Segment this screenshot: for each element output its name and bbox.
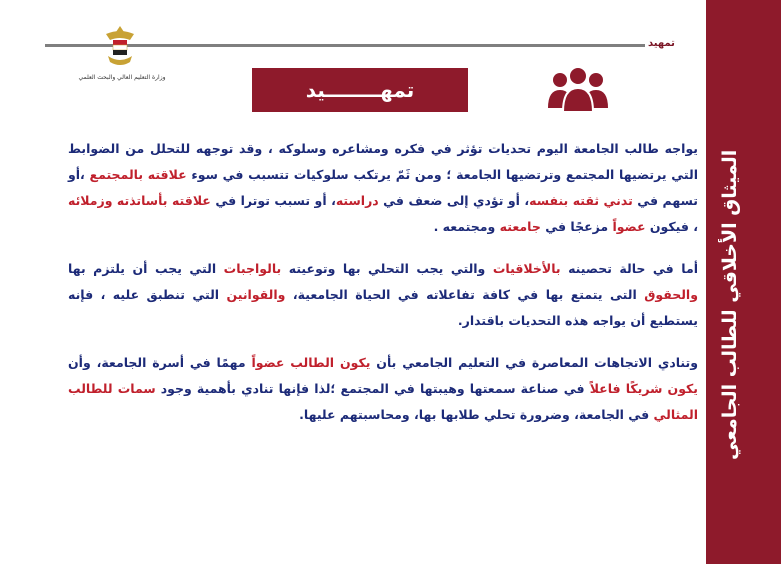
p1-text-5: ، فيكون	[645, 219, 698, 234]
people-group-icon	[546, 62, 610, 114]
p1-text-7: ومجتمعه .	[433, 219, 500, 234]
p2-highlight-4: والقوانين	[226, 287, 286, 302]
p2-text-3: التي يجب أن يلتزم بها	[68, 261, 224, 276]
p1-text-1: يواجه طالب الجامعة اليوم تحديات تؤثر في فكره ومشاعره وسلوكه ، وقد توجهه للتحلل من الضوابط التي يرتضيها المجتمع وترتضيها الجامعة ؛ ومن ثَمّ يرتكب سلوكيات تتسبب في سوء	[68, 141, 698, 182]
p3-text-3: في صناعة سمعتها وهيبتها في المجتمع ؛لذا فإنها تنادي بأهمية وجود	[155, 381, 590, 396]
p1-text-6: مزعجًا في	[540, 219, 613, 234]
p2-highlight-2: بالواجبات	[223, 261, 282, 276]
paragraph-2	[68, 256, 698, 334]
p1-text-3: ، أو تؤدي إلى ضعف في	[378, 193, 530, 208]
p1-highlight-4: علاقته بأساتذته وزملائه	[68, 193, 211, 208]
p3-highlight-3: سمات للطالب المثالي	[68, 381, 698, 422]
p2-text-2: والتي يجب التحلي بها وتوعيته	[281, 261, 493, 276]
sidebar-title-part1: الميثاق الأخلاقي	[719, 150, 741, 304]
sidebar-title	[719, 150, 769, 461]
paragraph-1	[68, 136, 698, 240]
p1-highlight-2: تدني ثقته بنفسه	[529, 193, 633, 208]
sidebar-band	[706, 0, 781, 564]
p2-highlight-3: والحقوق	[644, 287, 698, 302]
page-title: تمهــــــــيد	[252, 68, 468, 112]
p3-text-1: وتنادي الاتجاهات المعاصرة في التعليم الجامعي بأن	[370, 355, 698, 370]
p1-highlight-6: جامعته	[499, 219, 541, 234]
p3-text-4: في الجامعة، وضرورة تحلي طلابها بها، ومحاسبتهم عليها.	[299, 407, 654, 422]
p1-highlight-5: عضواً	[612, 219, 646, 234]
section-label: تمهيد	[648, 38, 675, 49]
p1-text-4: ، أو تسبب توترا في	[210, 193, 336, 208]
p2-text-1: أما في حالة تحصينه	[560, 261, 698, 276]
p1-text-2: ،أو تسهم في	[68, 167, 698, 208]
p1-highlight-1: علاقته بالمجتمع	[89, 167, 187, 182]
p1-highlight-3: دراسته	[335, 193, 379, 208]
sidebar-title-part2: للطالب الجامعي	[719, 309, 741, 461]
p2-text-4: التى يتمتع بها في كافة تفاعلاته في الحياة الجامعية،	[285, 287, 645, 302]
egypt-emblem-icon	[100, 24, 140, 70]
p3-highlight-1: يكون الطالب عضواً	[251, 355, 371, 370]
ministry-text: وزارة التعليم العالي والبحث العلمي	[78, 74, 166, 81]
p3-text-2: مهمًا في أسرة الجامعة، وأن	[68, 355, 252, 370]
p2-highlight-1: بالأخلاقيات	[492, 261, 561, 276]
paragraph-3	[68, 350, 698, 428]
p2-text-5: التي تنطبق عليه ، فإنه يستطيع أن يواجه هذه التحديات باقتدار.	[68, 287, 698, 328]
main-content	[68, 136, 698, 444]
p3-highlight-2: يكون شريكًا فاعلاً	[589, 381, 699, 396]
